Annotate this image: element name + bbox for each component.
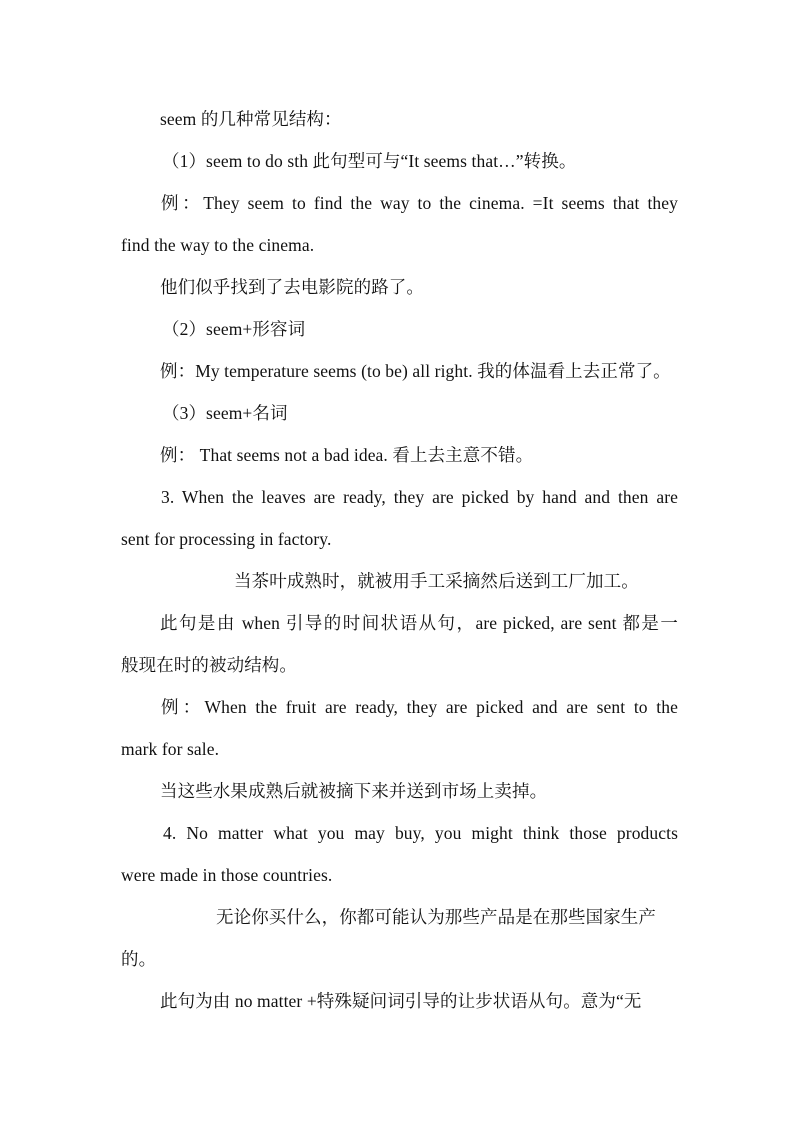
example-4-line-1: 例：When the fruit are ready, they are picked and are sent to the [161, 697, 678, 717]
sentence-4-line-2: were made in those countries. [121, 865, 333, 885]
sentence-4-analysis-line-1: 此句为由 no matter +特殊疑问词引导的让步状语从句。意为“无 [160, 991, 642, 1011]
structure-2: （2）seem+形容词 [162, 319, 306, 339]
sentence-3-analysis-line-1: 此句是由 when 引导的时间状语从句，are picked, are sent 都是一 [160, 613, 678, 633]
sentence-4-translation-line-1: 无论你买什么，你都可能认为那些产品是在那些国家生产 [216, 907, 656, 927]
sentence-3-analysis-line-2: 般现在时的被动结构。 [121, 655, 297, 675]
example-1-line-1: 例：They seem to find the way to the cinema. =It seems that they [161, 193, 678, 213]
example-1-line-2: find the way to the cinema. [121, 235, 315, 255]
section-heading: seem 的几种常见结构： [160, 109, 342, 129]
example-4-translation: 当这些水果成熟后就被摘下来并送到市场上卖掉。 [160, 781, 548, 801]
sentence-3-translation: 当茶叶成熟时，就被用手工采摘然后送到工厂加工。 [234, 571, 639, 591]
example-3: 例： That seems not a bad idea. 看上去主意不错。 [160, 445, 534, 465]
example-2: 例：My temperature seems (to be) all right. 我的体温看上去正常了。 [160, 361, 671, 381]
structure-3: （3）seem+名词 [162, 403, 288, 423]
sentence-3-line-1: 3. When the leaves are ready, they are picked by hand and then are [161, 487, 678, 507]
sentence-4-translation-line-2: 的。 [121, 949, 157, 969]
example-1-translation: 他们似乎找到了去电影院的路了。 [160, 277, 424, 297]
sentence-3-line-2: sent for processing in factory. [121, 529, 332, 549]
structure-1: （1）seem to do sth 此句型可与“It seems that…”转换。 [162, 151, 577, 171]
example-4-line-2: mark for sale. [121, 739, 220, 759]
sentence-4-line-1: 4. No matter what you may buy, you might think those products [163, 823, 678, 843]
